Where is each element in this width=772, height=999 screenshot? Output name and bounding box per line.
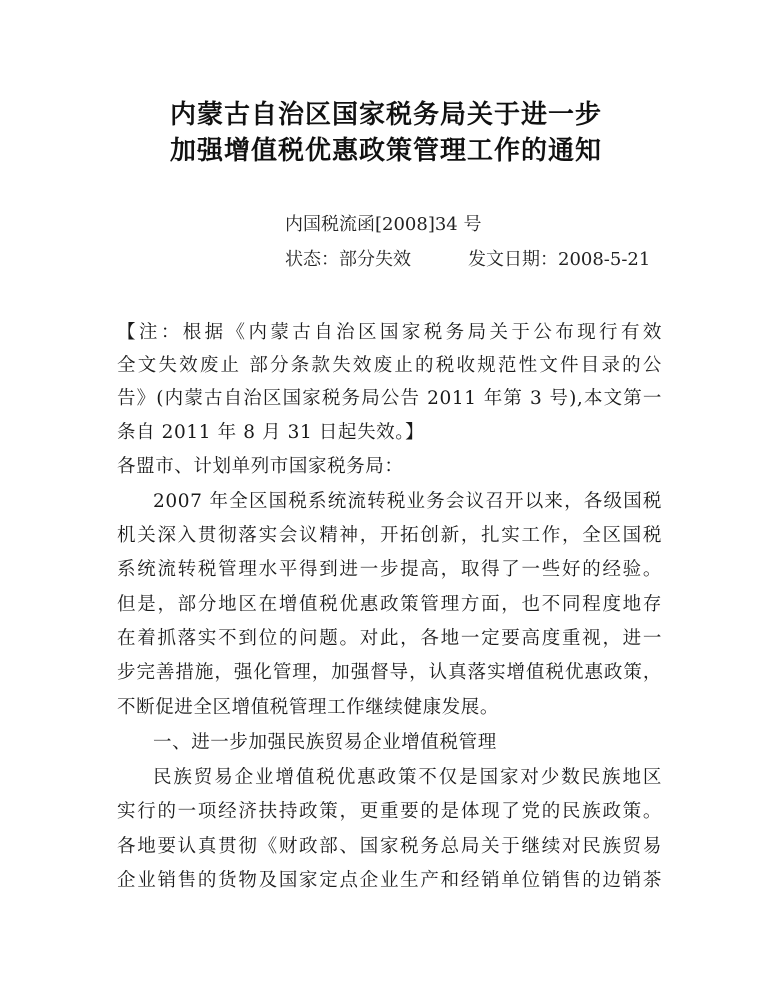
paragraph-line: 各地要认真贯彻《财政部、国家税务总局关于继续对民族贸易: [117, 836, 662, 857]
paragraph-line: 2007 年全区国税系统流转税业务会议召开以来，各级国税: [153, 491, 662, 512]
paragraph-line: 实行的一项经济扶持政策，更重要的是体现了党的民族政策。: [117, 801, 662, 822]
paragraph-line: 不断促进全区增值税管理工作继续健康发展。: [117, 697, 500, 718]
issue-date: 发文日期：2008-5-21: [468, 249, 651, 270]
paragraph-line: 在着抓落实不到位的问题。对此，各地一定要高度重视，进一: [117, 628, 662, 649]
paragraph-line: 系统流转税管理水平得到进一步提高，取得了一些好的经验。: [117, 559, 662, 580]
note-line: 告》(内蒙古自治区国家税务局公告 2011 年第 3 号),本文第一: [117, 388, 662, 409]
paragraph-line: 步完善措施，强化管理，加强督导，认真落实增值税优惠政策，: [117, 662, 662, 683]
paragraph-line: 但是，部分地区在增值税优惠政策管理方面，也不同程度地存: [117, 594, 662, 615]
document-status: 状态：部分失效: [285, 249, 411, 270]
note-line: 全文失效废止 部分条款失效废止的税收规范性文件目录的公: [117, 355, 662, 376]
section-heading: 一、进一步加强民族贸易企业增值税管理: [153, 732, 497, 753]
note-line: 条自 2011 年 8 月 31 日起失效。】: [117, 422, 425, 443]
note-line: 【注：根据《内蒙古自治区国家税务局关于公布现行有效: [117, 322, 662, 343]
paragraph-line: 机关深入贯彻落实会议精神，开拓创新，扎实工作，全区国税: [117, 525, 662, 546]
paragraph-line: 民族贸易企业增值税优惠政策不仅是国家对少数民族地区: [153, 767, 662, 788]
addressee-line: 各盟市、计划单列市国家税务局：: [117, 456, 404, 477]
document-title-line-1: 内蒙古自治区国家税务局关于进一步: [169, 100, 602, 130]
paragraph-line: 企业销售的货物及国家定点企业生产和经销单位销售的边销茶: [117, 870, 662, 891]
document-number: 内国税流函[2008]34 号: [285, 214, 482, 235]
document-title-line-2: 加强增值税优惠政策管理工作的通知: [169, 136, 602, 166]
